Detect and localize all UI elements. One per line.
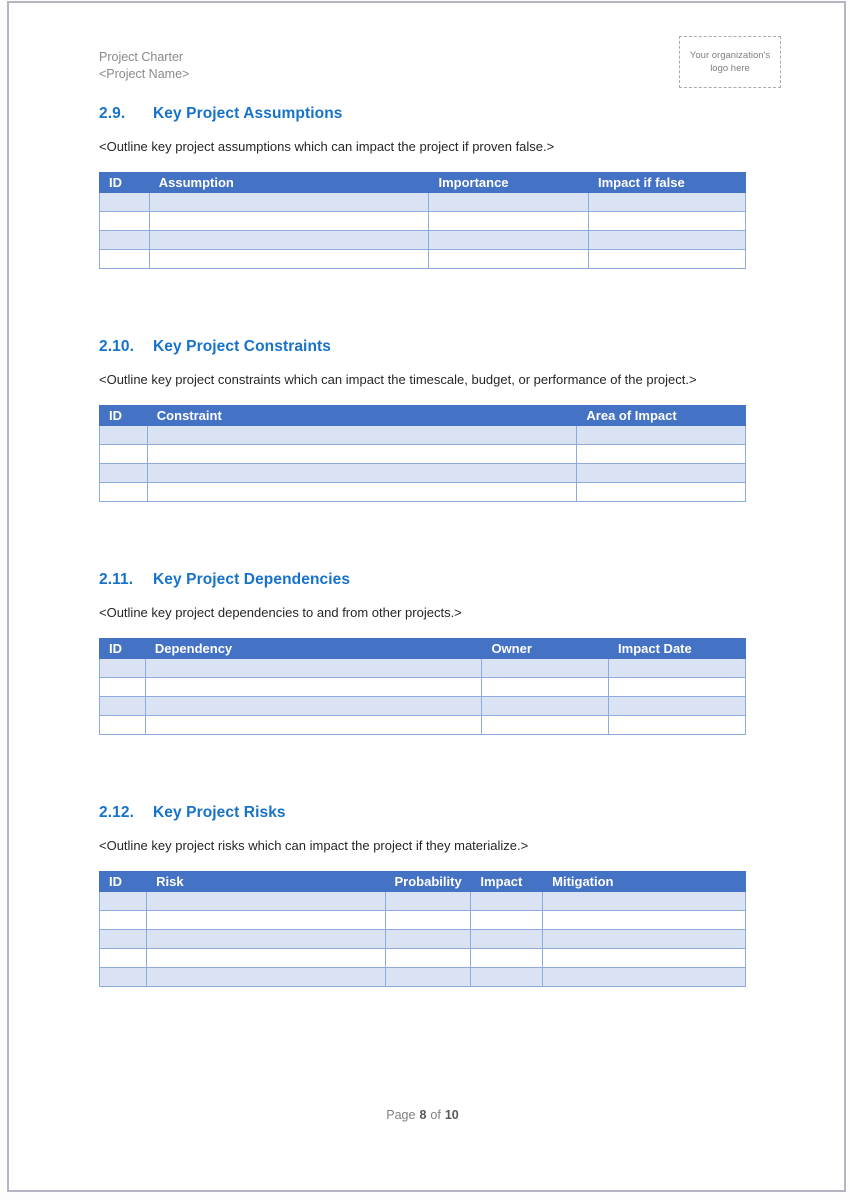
column-header: Constraint bbox=[147, 406, 577, 426]
table-cell bbox=[145, 659, 482, 678]
table-cell bbox=[589, 193, 746, 212]
table-cell bbox=[147, 911, 385, 930]
table-cell bbox=[147, 930, 385, 949]
table-cell bbox=[145, 697, 482, 716]
page-content bbox=[9, 3, 771, 987]
table-cell bbox=[482, 697, 609, 716]
table-header-row bbox=[100, 173, 746, 193]
table-cell bbox=[149, 250, 429, 269]
table-row bbox=[100, 483, 746, 502]
table-cell bbox=[147, 968, 385, 987]
column-header: ID bbox=[100, 872, 147, 892]
table-cell bbox=[429, 212, 589, 231]
table-cell bbox=[429, 250, 589, 269]
section-title: Key Project Risks bbox=[153, 804, 286, 821]
section-number: 2.9. bbox=[99, 105, 126, 122]
column-header: Probability bbox=[385, 872, 471, 892]
column-header: Importance bbox=[429, 173, 589, 193]
table-cell bbox=[385, 968, 471, 987]
data-table bbox=[99, 172, 746, 269]
project-name-placeholder: <Project Name> bbox=[99, 67, 190, 81]
document-page bbox=[7, 1, 846, 1192]
section-description: <Outline key project constraints which can impact the timescale, budget, or performance of the project.> bbox=[99, 372, 697, 387]
page-label: Page bbox=[386, 1108, 416, 1122]
table-row bbox=[100, 716, 746, 735]
section-number: 2.12. bbox=[99, 804, 134, 821]
column-header: ID bbox=[100, 406, 148, 426]
table-cell bbox=[577, 445, 746, 464]
document-header bbox=[99, 49, 771, 83]
table-cell bbox=[471, 968, 543, 987]
page-number: 8 bbox=[419, 1108, 427, 1122]
table-cell bbox=[100, 892, 147, 911]
table-cell bbox=[577, 426, 746, 445]
table-row bbox=[100, 678, 746, 697]
table-cell bbox=[482, 678, 609, 697]
table-row bbox=[100, 464, 746, 483]
section-heading bbox=[99, 570, 746, 590]
table-cell bbox=[471, 930, 543, 949]
column-header: Area of Impact bbox=[577, 406, 746, 426]
section-title: Key Project Constraints bbox=[153, 338, 332, 355]
table-cell bbox=[100, 659, 146, 678]
section-description: <Outline key project dependencies to and from other projects.> bbox=[99, 605, 462, 620]
table-cell bbox=[149, 231, 429, 250]
section-number: 2.10. bbox=[99, 338, 134, 355]
sections-container bbox=[99, 104, 746, 987]
table-cell bbox=[100, 231, 150, 250]
table-cell bbox=[471, 949, 543, 968]
table-cell bbox=[147, 426, 577, 445]
section-description: <Outline key project risks which can impact the project if they materialize.> bbox=[99, 838, 529, 853]
table-cell bbox=[471, 911, 543, 930]
column-header: Impact Date bbox=[609, 639, 746, 659]
table-cell bbox=[100, 697, 146, 716]
table-cell bbox=[100, 445, 148, 464]
table-cell bbox=[100, 250, 150, 269]
table-cell bbox=[577, 483, 746, 502]
table-cell bbox=[429, 193, 589, 212]
table-cell bbox=[385, 911, 471, 930]
page-footer bbox=[99, 1108, 746, 1122]
section-number: 2.11. bbox=[99, 571, 134, 588]
table-row bbox=[100, 250, 746, 269]
table-cell bbox=[589, 212, 746, 231]
column-header: Dependency bbox=[145, 639, 482, 659]
table-cell bbox=[609, 716, 746, 735]
section-heading bbox=[99, 104, 746, 124]
table-cell bbox=[100, 464, 148, 483]
section-heading bbox=[99, 337, 746, 357]
table-cell bbox=[385, 930, 471, 949]
table-cell bbox=[482, 659, 609, 678]
total-pages: 10 bbox=[444, 1108, 459, 1122]
table-cell bbox=[609, 659, 746, 678]
section-description: <Outline key project assumptions which can impact the project if proven false.> bbox=[99, 139, 555, 154]
table-cell bbox=[149, 212, 429, 231]
table-cell bbox=[543, 892, 746, 911]
table-cell bbox=[100, 193, 150, 212]
document-section bbox=[99, 337, 746, 502]
document-section bbox=[99, 803, 746, 987]
table-cell bbox=[609, 678, 746, 697]
table-row bbox=[100, 968, 746, 987]
table-row bbox=[100, 911, 746, 930]
table-row bbox=[100, 193, 746, 212]
table-cell bbox=[385, 892, 471, 911]
column-header: ID bbox=[100, 639, 146, 659]
table-cell bbox=[100, 426, 148, 445]
section-heading bbox=[99, 803, 746, 823]
column-header: Assumption bbox=[149, 173, 429, 193]
table-header-row bbox=[100, 406, 746, 426]
table-cell bbox=[589, 250, 746, 269]
table-cell bbox=[543, 949, 746, 968]
table-header-row bbox=[100, 639, 746, 659]
table-row bbox=[100, 659, 746, 678]
table-cell bbox=[589, 231, 746, 250]
data-table bbox=[99, 638, 746, 735]
column-header: Impact if false bbox=[589, 173, 746, 193]
table-cell bbox=[145, 716, 482, 735]
column-header: ID bbox=[100, 173, 150, 193]
table-cell bbox=[147, 464, 577, 483]
table-row bbox=[100, 445, 746, 464]
table-row bbox=[100, 892, 746, 911]
table-cell bbox=[482, 716, 609, 735]
table-row bbox=[100, 231, 746, 250]
table-cell bbox=[577, 464, 746, 483]
table-cell bbox=[149, 193, 429, 212]
of-label: of bbox=[430, 1108, 441, 1122]
section-title: Key Project Dependencies bbox=[153, 571, 351, 588]
table-cell bbox=[100, 968, 147, 987]
table-row bbox=[100, 212, 746, 231]
table-row bbox=[100, 697, 746, 716]
table-cell bbox=[543, 968, 746, 987]
table-cell bbox=[100, 212, 150, 231]
data-table bbox=[99, 871, 746, 987]
table-cell bbox=[100, 678, 146, 697]
table-cell bbox=[543, 911, 746, 930]
data-table bbox=[99, 405, 746, 502]
column-header: Risk bbox=[147, 872, 385, 892]
table-cell bbox=[543, 930, 746, 949]
table-cell bbox=[609, 697, 746, 716]
table-cell bbox=[100, 930, 147, 949]
table-header-row bbox=[100, 872, 746, 892]
table-cell bbox=[100, 949, 147, 968]
table-cell bbox=[429, 231, 589, 250]
table-cell bbox=[145, 678, 482, 697]
table-row bbox=[100, 930, 746, 949]
document-section bbox=[99, 570, 746, 735]
column-header: Impact bbox=[471, 872, 543, 892]
table-cell bbox=[385, 949, 471, 968]
column-header: Mitigation bbox=[543, 872, 746, 892]
document-section bbox=[99, 104, 746, 269]
table-cell bbox=[471, 892, 543, 911]
logo-placeholder: Your organization's logo here bbox=[679, 36, 781, 88]
table-cell bbox=[100, 911, 147, 930]
table-cell bbox=[147, 445, 577, 464]
table-cell bbox=[100, 716, 146, 735]
table-row bbox=[100, 949, 746, 968]
table-cell bbox=[147, 949, 385, 968]
section-title: Key Project Assumptions bbox=[153, 105, 343, 122]
doc-title: Project Charter bbox=[99, 50, 184, 64]
table-cell bbox=[147, 892, 385, 911]
table-row bbox=[100, 426, 746, 445]
column-header: Owner bbox=[482, 639, 609, 659]
table-cell bbox=[100, 483, 148, 502]
table-cell bbox=[147, 483, 577, 502]
